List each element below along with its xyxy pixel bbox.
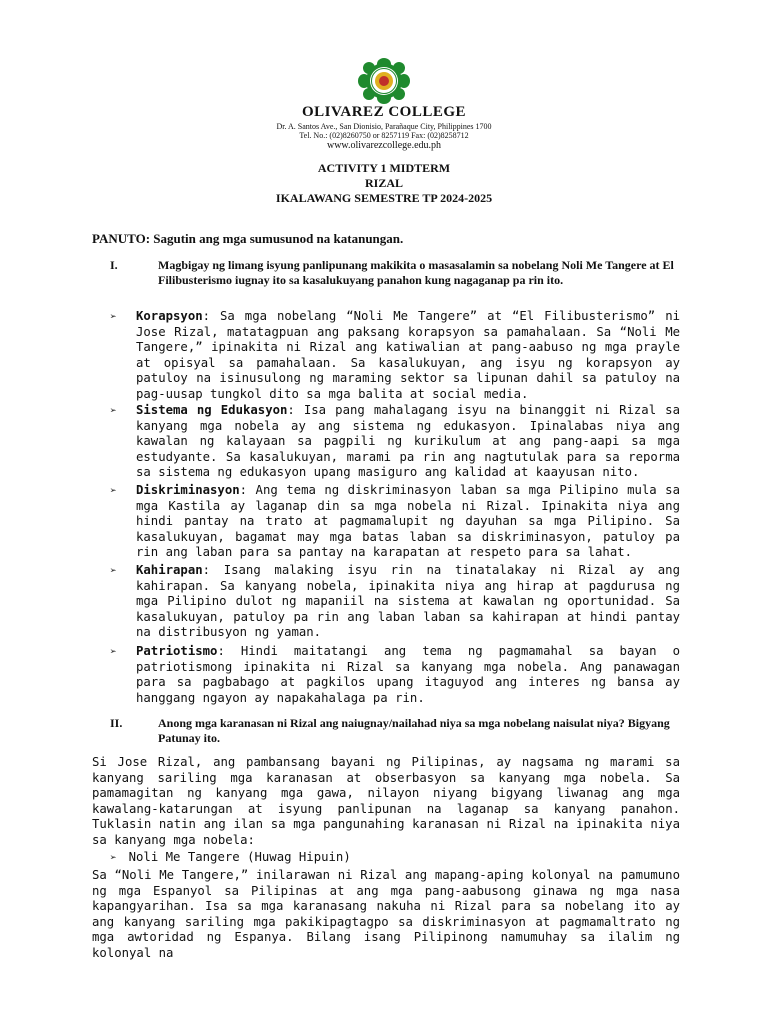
question-2-text: Anong mga karanasan ni Rizal ang naiugnay/nailahad niya sa mga nobelang naisulat niya? Bigyang Patunay ito.: [158, 716, 670, 745]
sub-bullet-text: Noli Me Tangere (Huwag Hipuin): [128, 850, 351, 864]
bullet-text: : Isa pang mahalagang isyu na binanggit ni Rizal sa kanyang mga nobela ay ang sistema ng edukasyon. Ipinalabas niya ang kawalan ng kalayaan sa pagpili ng kurikulum at ang pang-aapi sa mga estudyante. Sa kasalukuyan, marami pa rin ang nagtutulak para sa reporma sa sistema ng edukasyon upang masiguro ang kalidad at kaayusan nito.: [136, 403, 680, 480]
bullet-text: : Ang tema ng diskriminasyon laban sa mga Pilipino mula sa mga Kastila ay laganap din sa mga nobela ni Rizal. Ipinakita niya ang hindi pantay na trato at pagmamalupit ng dayuhan sa mga Pilipino. Sa kasalukuyan, bagamat may mga batas laban sa diskriminasyon, patuloy pa rin ang laban para sa pantay na karapatan at respeto para sa lahat.: [136, 483, 680, 560]
arrow-bullet-icon: ➢: [110, 851, 117, 864]
bullet-term: Diskriminasyon: [136, 483, 240, 497]
bullet-text: : Isang malaking isyu rin na tinatalakay ni Rizal ay ang kahirapan. Sa kanyang nobela, ipinakita niya ang hirap at pagdurusa ng mga Pilipino dulot ng mapaniil na sistema at kawalan ng oportunidad. Sa kasalukuyan, patuloy pa rin ang laban laban sa kahirapan at hindi pantay na distribusyon ng yaman.: [136, 563, 680, 640]
sub-bullet-noli: [110, 850, 351, 864]
activity-heading: [0, 161, 768, 206]
bullet-term: Korapsyon: [136, 309, 203, 323]
bullet-kahirapan: [110, 563, 680, 641]
activity-title: ACTIVITY 1 MIDTERM: [317, 161, 451, 175]
college-address: Dr. A. Santos Ave., San Dionisio, Parañaque City, Philippines 1700: [276, 122, 492, 131]
question-1-number: I.: [110, 258, 118, 272]
question-2-number: II.: [110, 716, 123, 730]
bullet-korapsyon: [110, 309, 680, 403]
college-contact: Tel. No.: (02)8260750 or 8257119 Fax: (02)8258712: [299, 131, 469, 140]
college-seal-logo: [358, 58, 410, 104]
bullet-patriotismo: [110, 644, 680, 706]
answer-paragraph-2: Sa “Noli Me Tangere,” inilarawan ni Rizal ang mapang-aping kolonyal na pamumuno ng mga Espanyol sa Pilipinas at ang mga pang-aabusong ginawa ng mga nasa kapangyarihan. Isa sa mga karanasang nakuha ni Rizal para sa nobelang ito ay ang kanyang sariling mga pakikipagtagpo sa diskriminasyon at pagmamaltrato ng mga awtoridad ng Espanya. Bilang isang Pilipinong namumuhay sa ilalim ng kolonyal na: [92, 868, 680, 960]
bullet-text: : Hindi maitatangi ang tema ng pagmamahal sa bayan o patriotismong ipinakita ni Rizal sa kanyang mga nobela. Ang panawagan para sa pagbabago at pagkilos upang itaguyod ang interes ng bansa ay hanggang ngayon ay napakahalaga pa rin.: [136, 644, 680, 705]
semester-title: IKALAWANG SEMESTRE TP 2024-2025: [275, 191, 493, 205]
arrow-bullet-icon: ➢: [110, 564, 117, 577]
bullet-sistema-ng-edukasyon: [110, 403, 680, 481]
bullet-text: : Sa mga nobelang “Noli Me Tangere” at “El Filibusterismo” ni Jose Rizal, matatagpuan ang paksang korapsyon sa pamahalaan. Sa “Noli Me Tangere,” ipinakita ni Rizal ang katiwalian at pang-aabuso ng mga prayle at opisyal sa pamahalaan. Sa kasalukuyan, ang isyu ng korapsyon ay patuloy na isinusulong ng maraming sektor sa lipunan dahil sa patuloy na pag-uusap tungkol dito sa mga balita at social media.: [136, 309, 680, 401]
arrow-bullet-icon: ➢: [110, 404, 117, 417]
arrow-bullet-icon: ➢: [110, 645, 117, 658]
bullet-diskriminasyon: [110, 483, 680, 561]
college-website: www.olivarezcollege.edu.ph: [326, 140, 442, 151]
bullet-term: Patriotismo: [136, 644, 218, 658]
instruction: PANUTO: Sagutin ang mga sumusunod na katanungan.: [92, 231, 404, 246]
arrow-bullet-icon: ➢: [110, 310, 117, 323]
arrow-bullet-icon: ➢: [110, 484, 117, 497]
college-name: OLIVAREZ COLLEGE: [301, 104, 467, 120]
bullet-term: Kahirapan: [136, 563, 203, 577]
subject-title: RIZAL: [364, 176, 403, 190]
answer-paragraph-1: Si Jose Rizal, ang pambansang bayani ng Pilipinas, ay nagsama ng marami sa kanyang sariling mga karanasan at obserbasyon sa kanyang mga nobela. Sa pamamagitan ng kanyang mga gawa, nilayon niyang bigyang liwanag ang mga kawalang-katarungan at isyung panlipunan na laganap sa kanyang panahon. Tuklasin natin ang ilan sa mga pangunahing karanasan ni Rizal na ipinakita niya sa kanyang mga nobela:: [92, 755, 680, 847]
question-1-text: Magbigay ng limang isyung panlipunang makikita o masasalamin sa nobelang Noli Me Tangere at El Filibusterismo iugnay ito sa kasalukuyang panahon kung nagaganap pa rin ito.: [158, 258, 674, 287]
bullet-term: Sistema ng Edukasyon: [136, 403, 288, 417]
